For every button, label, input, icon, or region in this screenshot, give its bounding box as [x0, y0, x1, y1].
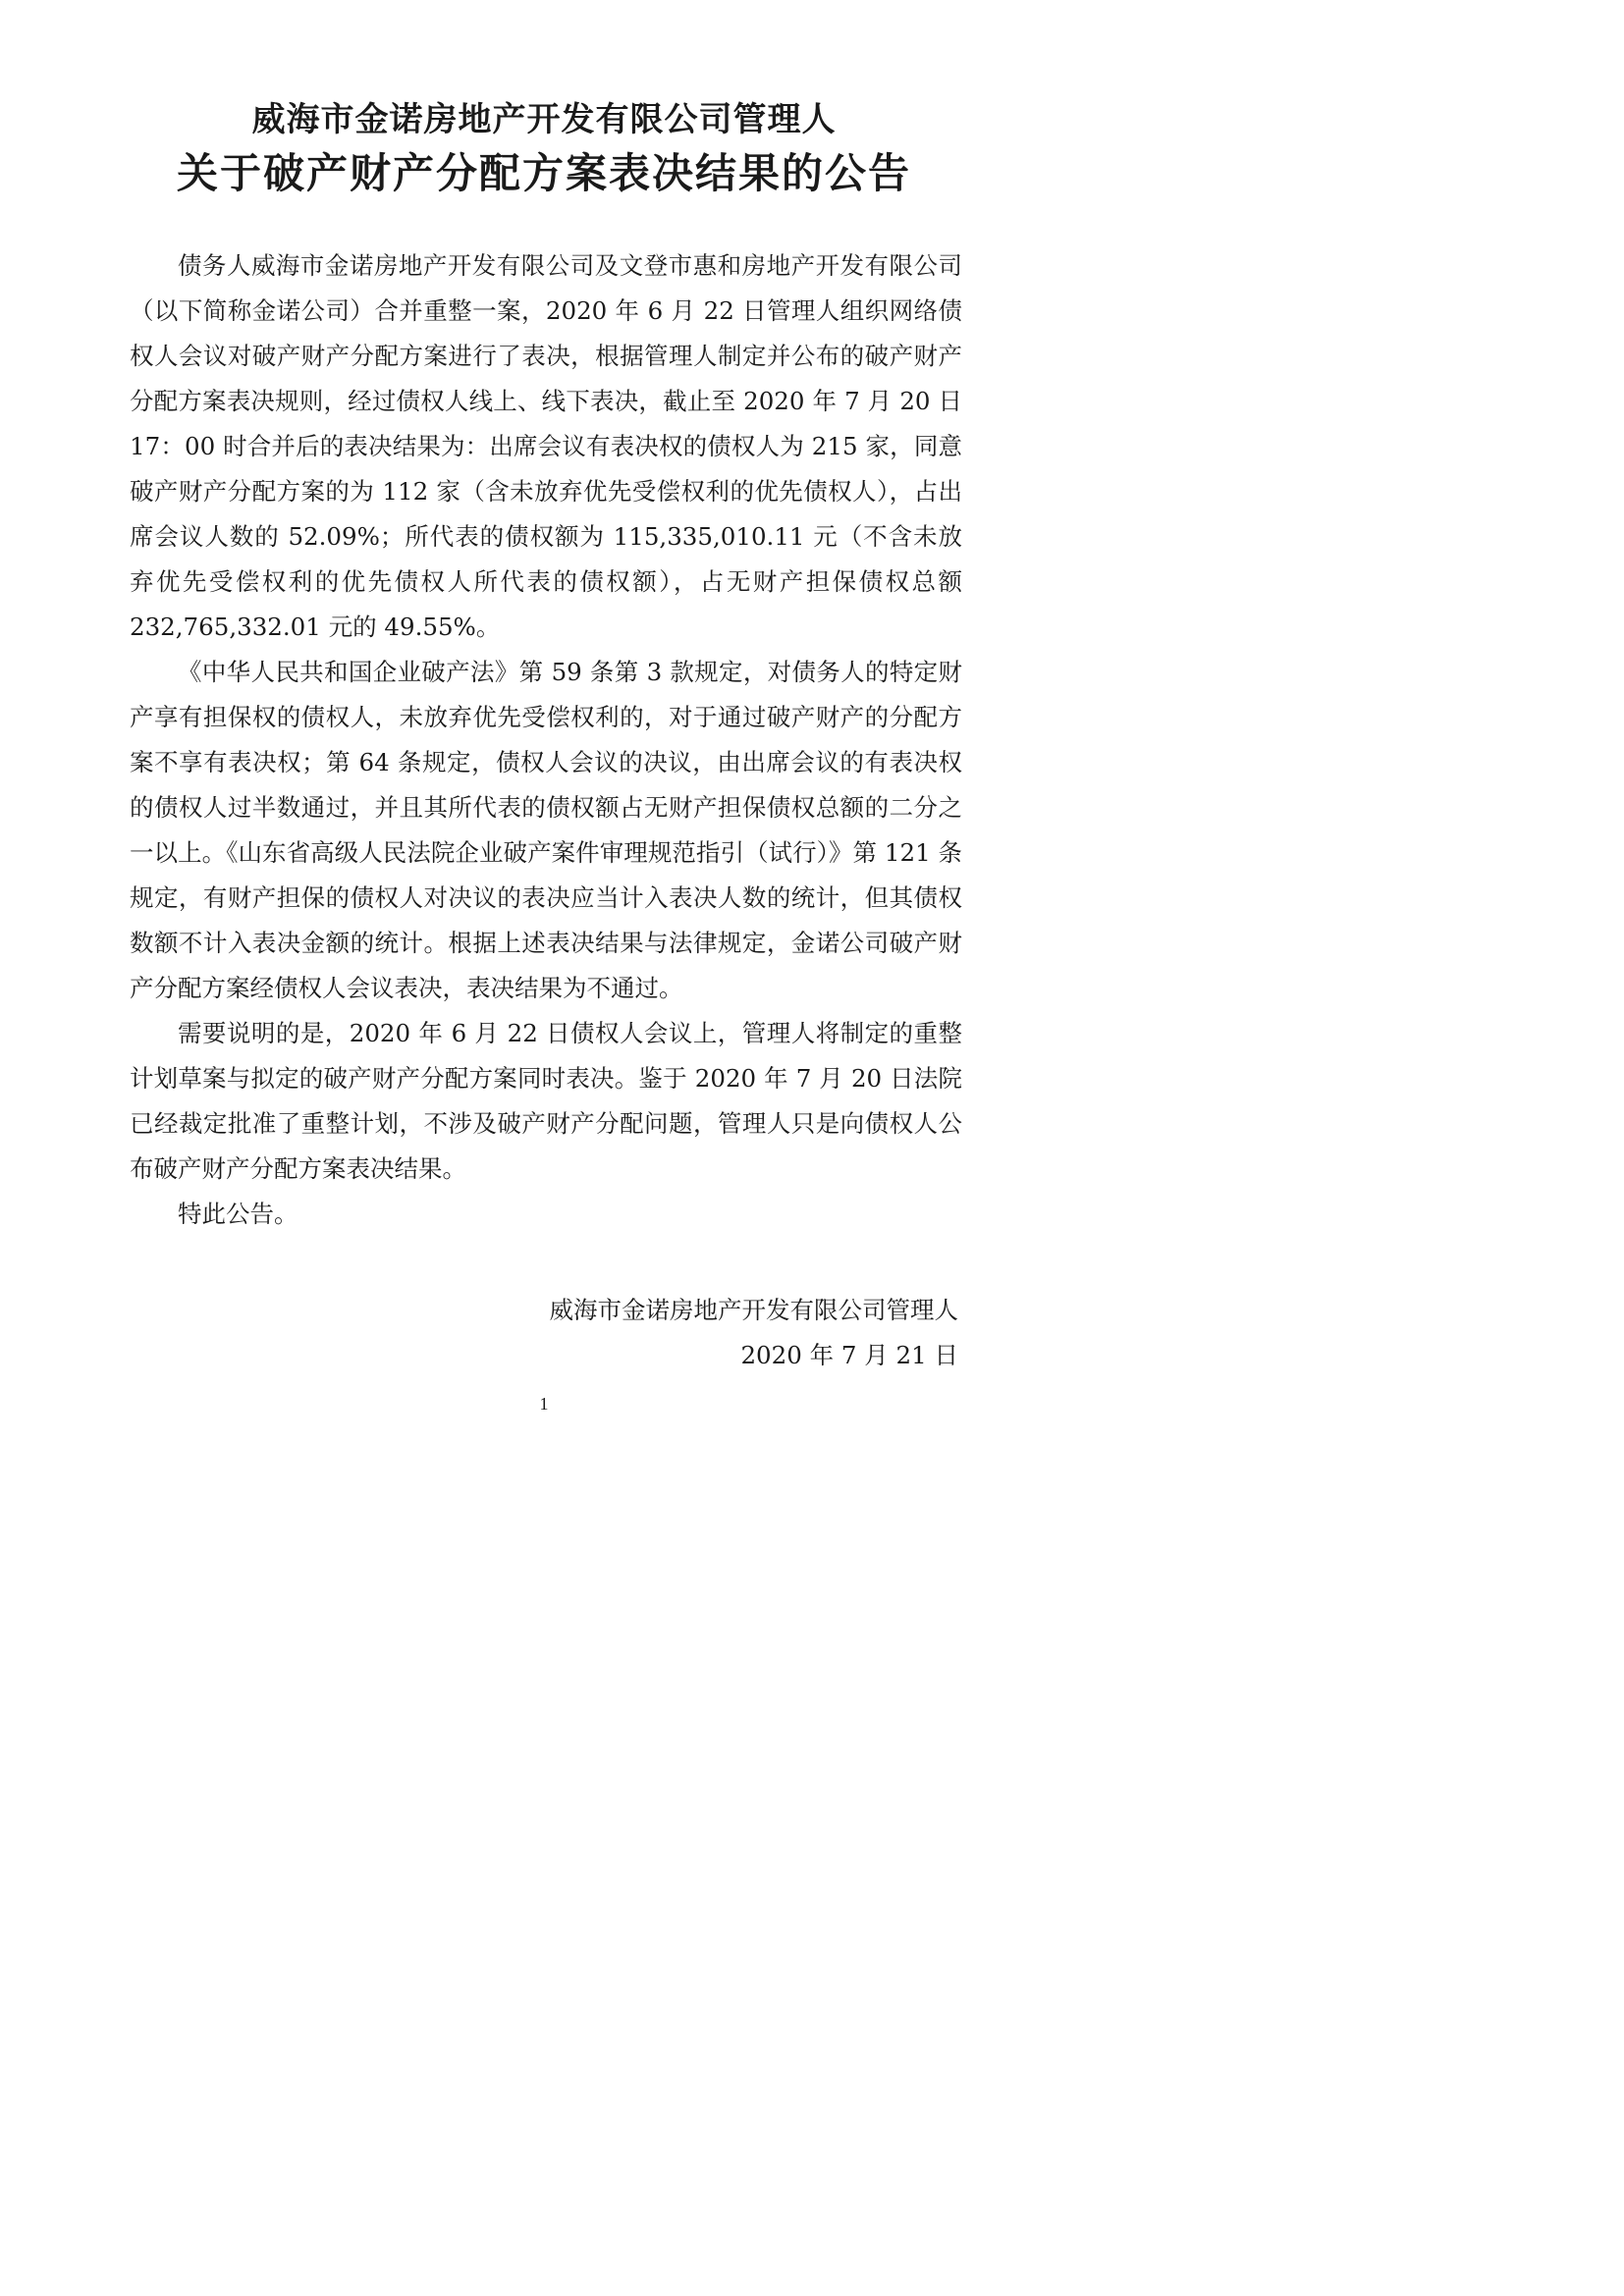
title-block — [0, 98, 1088, 202]
title-subject: 关于破产财产分配方案表决结果的公告 — [176, 149, 911, 197]
paragraph-legal-basis: 《中华人民共和国企业破产法》第 59 条第 3 款规定，对债务人的特定财产享有担保权的债权人，未放弃优先受偿权利的，对于通过破产财产的分配方案不享有表决权；第 64 条规定，债权人会议的决议，由出席会议的有表决权的债权人过半数通过，并且其所代表的债权额占无财产担保债权总额的二分之一以上。《山东省高级人民法院企业破产案件审理规范指引（试行）》第 121 条规定，有财产担保的债权人对决议的表决应当计入表决人数的统计，但其债权数额不计入表决金额的统计。根据上述表决结果与法律规定，金诺公司破产财产分配方案经债权人会议表决，表决结果为不通过。 — [130, 658, 962, 1002]
paragraph-closing: 特此公告。 — [178, 1200, 298, 1228]
signature-organization: 威海市金诺房地产开发有限公司管理人 — [549, 1296, 958, 1324]
paragraph-voting-result: 债务人威海市金诺房地产开发有限公司及文登市惠和房地产开发有限公司（以下简称金诺公司）合并重整一案，2020 年 6 月 22 日管理人组织网络债权人会议对破产财产分配方案进行了表决，根据管理人制定并公布的破产财产分配方案表决规则，经过债权人线上、线下表决，截止至 2020 年 7 月 20 日 17：00 时合并后的表决结果为：出席会议有表决权的债权人为 215 家，同意破产财产分配方案的为 112 家（含未放弃优先受偿权利的优先债权人），占出席会议人数的 52.09%；所代表的债权额为 115,335,010.11 元（不含未放弃优先受偿权利的优先债权人所代表的债权额），占无财产担保债权总额 232,765,332.01 元的 49.55%。 — [130, 251, 962, 641]
signature-date: 2020 年 7 月 21 日 — [740, 1341, 958, 1369]
document-page — [0, 0, 1088, 1538]
title-issuer: 威海市金诺房地产开发有限公司管理人 — [251, 100, 837, 139]
signature-block — [550, 1288, 959, 1378]
paragraph-explanation: 需要说明的是，2020 年 6 月 22 日债权人会议上，管理人将制定的重整计划草案与拟定的破产财产分配方案同时表决。鉴于 2020 年 7 月 20 日法院已经裁定批准了重整计划，不涉及破产财产分配问题，管理人只是向债权人公布破产财产分配方案表决结果。 — [130, 1019, 962, 1183]
page-number: 1 — [539, 1394, 549, 1414]
announcement-body — [130, 243, 962, 1237]
